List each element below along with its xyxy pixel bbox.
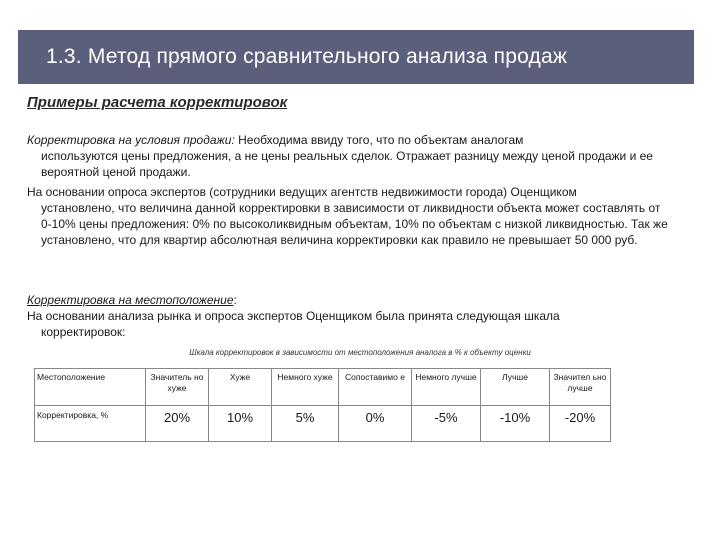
value-cell: 20% — [146, 406, 209, 442]
value-cell: 5% — [272, 406, 339, 442]
sale-conditions-lead: Корректировка на условия продажи: — [27, 133, 235, 147]
value-cell: 10% — [209, 406, 272, 442]
expert-survey-text-1: На основании опроса экспертов (сотрудники ведущих агентств недвижимости города) Оценщиком — [27, 185, 577, 199]
row-label-location: Местоположение — [35, 369, 146, 406]
column-header: Немного лучше — [412, 369, 481, 406]
column-header: Хуже — [209, 369, 272, 406]
sale-conditions-text-2: используются цены предложения, а не цены реальных сделок. Отражает разницу между ценой продажи и ее вероятной ценой продажи. — [41, 149, 653, 179]
location-paragraph — [27, 292, 672, 340]
column-header: Значител ьно лучше — [550, 369, 611, 406]
table-row — [35, 369, 611, 406]
expert-survey-paragraph — [27, 184, 672, 248]
value-cell: -10% — [481, 406, 550, 442]
value-cell: 0% — [339, 406, 412, 442]
table-caption: Шкала корректировок в зависимости от местоположения аналога в % к объекту оценки — [189, 348, 531, 357]
slide-title-bar — [18, 30, 694, 84]
location-lead-colon: : — [233, 293, 237, 307]
value-cell: -20% — [550, 406, 611, 442]
sale-conditions-paragraph — [27, 132, 672, 180]
location-text-1: На основании анализа рынка и опроса экспертов Оценщиком была принята следующая шкала — [27, 309, 560, 323]
expert-survey-text-2: установлено, что величина данной корректировки в зависимости от ликвидности объекта может составлять от 0-10% цены предложения: 0% по высоколиквидным объектам, 10% по объектам с низкой ликвидностью. Так же установлено, что для квартир абсолютная величина корректировки как правило не превышает 50 000 руб. — [41, 201, 668, 247]
row-label-adjustment: Корректировка, % — [35, 406, 146, 442]
table-row — [35, 406, 611, 442]
column-header: Лучше — [481, 369, 550, 406]
column-header: Немного хуже — [272, 369, 339, 406]
column-header: Значитель но хуже — [146, 369, 209, 406]
location-adjustment-table — [34, 368, 611, 442]
value-cell: -5% — [412, 406, 481, 442]
section-subtitle: Примеры расчета корректировок — [27, 94, 288, 111]
location-text-2: корректировок: — [41, 325, 126, 339]
column-header: Сопоставимо е — [339, 369, 412, 406]
location-lead: Корректировка на местоположение — [27, 293, 234, 307]
sale-conditions-text-1: Необходима ввиду того, что по объектам аналогам — [234, 133, 524, 147]
slide-title: 1.3. Метод прямого сравнительного анализа продаж — [46, 45, 568, 68]
